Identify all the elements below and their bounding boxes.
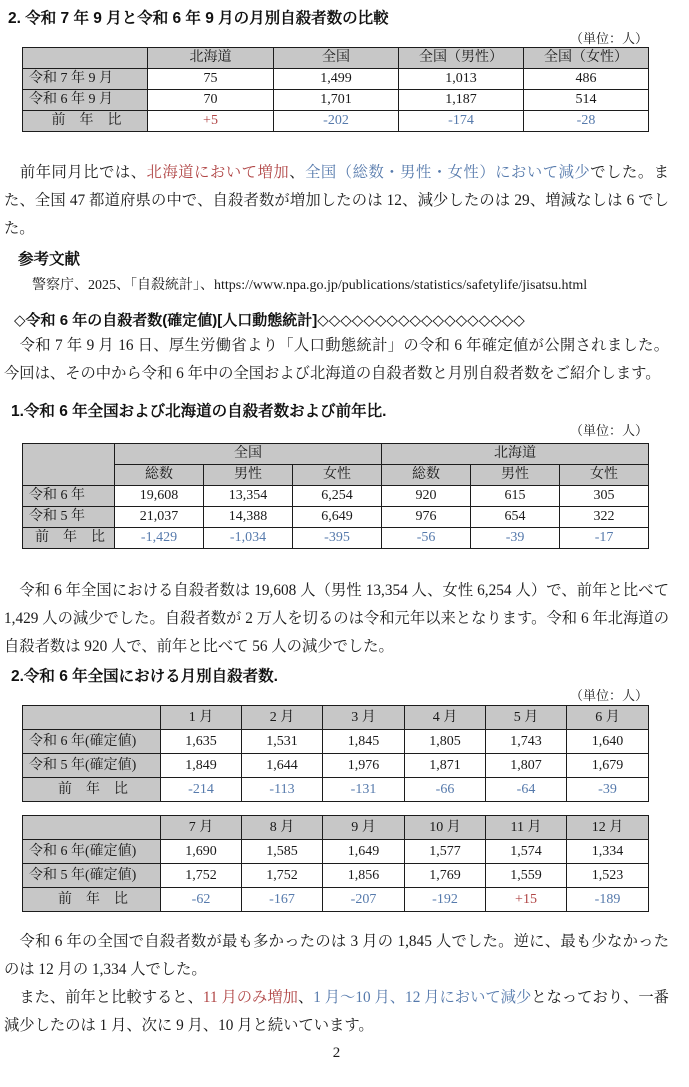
table-row (23, 778, 649, 802)
column-header: 7 月 (161, 816, 242, 840)
data-cell: 6,649 (293, 507, 382, 528)
column-header: 北海道 (148, 48, 274, 69)
column-header: 総数 (115, 465, 204, 486)
comparison-paragraph (4, 159, 669, 243)
header-row (23, 706, 649, 730)
text-segment: 北海道において増加 (146, 164, 290, 181)
data-cell: 1,871 (405, 754, 486, 778)
table-row (23, 486, 649, 507)
data-cell: -395 (293, 528, 382, 549)
column-header: 3 月 (323, 706, 405, 730)
data-cell: 305 (560, 486, 649, 507)
column-header (23, 816, 161, 840)
header-row (23, 816, 649, 840)
text-segment: 全国（総数・男性・女性）において減少 (305, 164, 591, 181)
data-cell: 1,805 (405, 730, 486, 754)
data-cell: -202 (274, 111, 399, 132)
row-label: 前 年 比 (23, 888, 161, 912)
column-header: 全国 (115, 444, 382, 465)
data-cell: -1,429 (115, 528, 204, 549)
data-cell: 1,640 (567, 730, 649, 754)
comparison-table (22, 47, 649, 132)
header-row (23, 48, 649, 69)
column-header: 10 月 (405, 816, 486, 840)
row-label: 令和 5 年 (23, 507, 115, 528)
unit-label: （単位：人） (569, 423, 648, 438)
column-header (23, 706, 161, 730)
data-cell: 1,856 (323, 864, 405, 888)
text-segment: また、前年と比較すると、 (4, 989, 203, 1006)
data-cell: +5 (148, 111, 274, 132)
data-cell: 1,531 (242, 730, 323, 754)
fixed-values-section-heading: ◇令和 6 年の自殺者数(確定値)[人口動態統計]◇◇◇◇◇◇◇◇◇◇◇◇◇◇◇◇◇◇ (14, 312, 525, 329)
column-header: 6 月 (567, 706, 649, 730)
column-header: 12 月 (567, 816, 649, 840)
data-cell: 14,388 (204, 507, 293, 528)
data-cell: 21,037 (115, 507, 204, 528)
data-cell: 1,752 (242, 864, 323, 888)
data-cell: -167 (242, 888, 323, 912)
data-cell: 1,845 (323, 730, 405, 754)
data-cell: -192 (405, 888, 486, 912)
data-cell: 1,701 (274, 90, 399, 111)
data-cell: 1,559 (486, 864, 567, 888)
annual-totals-table (22, 443, 649, 549)
data-cell: 514 (524, 90, 649, 111)
data-cell: 1,644 (242, 754, 323, 778)
column-header: 総数 (382, 465, 471, 486)
data-cell: 13,354 (204, 486, 293, 507)
data-cell: -207 (323, 888, 405, 912)
column-header: 全国（男性） (399, 48, 524, 69)
column-header: 4 月 (405, 706, 486, 730)
data-cell: -39 (471, 528, 560, 549)
data-cell: 1,807 (486, 754, 567, 778)
data-cell: -174 (399, 111, 524, 132)
data-cell: -39 (567, 778, 649, 802)
fixed-values-intro-paragraph: 令和 7 年 9 月 16 日、厚生労働省より「人口動態統計」の令和 6 年確定値が公開されました。今回は、その中から令和 6 年中の全国および北海道の自殺者数と月別自殺者数をご紹介します。 (4, 337, 669, 382)
data-cell: -113 (242, 778, 323, 802)
row-label: 令和 6 年(確定値) (23, 840, 161, 864)
table-row (23, 69, 649, 90)
data-cell: 1,752 (161, 864, 242, 888)
data-cell: 1,635 (161, 730, 242, 754)
data-cell: 1,577 (405, 840, 486, 864)
data-cell: 1,679 (567, 754, 649, 778)
data-cell: -131 (323, 778, 405, 802)
column-header: 北海道 (382, 444, 649, 465)
data-cell: 1,743 (486, 730, 567, 754)
table-row (23, 840, 649, 864)
data-cell: 1,187 (399, 90, 524, 111)
data-cell: 1,649 (323, 840, 405, 864)
table-row (23, 888, 649, 912)
column-header: 1 月 (161, 706, 242, 730)
section1-paragraph: 令和 6 年全国における自殺者数は 19,608 人（男性 13,354 人、女性 6,254 人）で、前年と比べて 1,429 人の減少でした。自殺者数が 2 万人を切るのは令和元年以来となります。令和 6 年北海道の自殺者数は 920 人で、前年と比べて 56 人の減少でした。 (4, 582, 669, 655)
text-segment: 、 (289, 164, 306, 181)
row-label: 令和 5 年(確定値) (23, 864, 161, 888)
data-cell: 70 (148, 90, 274, 111)
text-segment: でした。また、全国 47 都道府県の中で、自殺者数が増加したのは 12、減少したのは 29、増減なしは 6 でした。 (4, 164, 669, 237)
data-cell: -1,034 (204, 528, 293, 549)
data-cell: 976 (382, 507, 471, 528)
text-segment: 1 月～10 月、12 月において減少 (313, 989, 532, 1006)
column-header: 全国（女性） (524, 48, 649, 69)
row-label: 前 年 比 (23, 778, 161, 802)
column-header: 男性 (204, 465, 293, 486)
data-cell: 920 (382, 486, 471, 507)
data-cell: 75 (148, 69, 274, 90)
data-cell: 1,976 (323, 754, 405, 778)
data-cell: 1,574 (486, 840, 567, 864)
table-row (23, 90, 649, 111)
data-cell: -56 (382, 528, 471, 549)
references-heading: 参考文献 (18, 251, 81, 268)
data-cell: 19,608 (115, 486, 204, 507)
table-row (23, 730, 649, 754)
row-label: 令和 7 年 9 月 (23, 69, 148, 90)
data-cell: 6,254 (293, 486, 382, 507)
data-cell: 1,523 (567, 864, 649, 888)
data-cell: -214 (161, 778, 242, 802)
column-header: 全国 (274, 48, 399, 69)
table-row (23, 528, 649, 549)
reference-entry: 警察庁、2025、「自殺統計」、https://www.npa.go.jp/publications/statistics/safetylife/jisatsu.html (32, 278, 588, 293)
section2-paragraph-1: 令和 6 年の全国で自殺者数が最も多かったのは 3 月の 1,845 人でした。逆に、最も少なかったのは 12 月の 1,334 人でした。 (4, 933, 669, 978)
data-cell: 1,585 (242, 840, 323, 864)
header-row (23, 465, 649, 486)
row-label: 前 年 比 (23, 528, 115, 549)
data-cell: 1,849 (161, 754, 242, 778)
text-segment: となっており、一番減少したのは 1 月、次に 9 月、10 月と続いています。 (4, 989, 669, 1034)
row-label: 令和 6 年 (23, 486, 115, 507)
row-label: 令和 6 年(確定値) (23, 730, 161, 754)
column-header: 2 月 (242, 706, 323, 730)
unit-label: （単位：人） (569, 31, 648, 46)
data-cell: -64 (486, 778, 567, 802)
column-header: 男性 (471, 465, 560, 486)
data-cell: 322 (560, 507, 649, 528)
data-cell: -189 (567, 888, 649, 912)
row-label: 令和 6 年 9 月 (23, 90, 148, 111)
data-cell: 486 (524, 69, 649, 90)
data-cell: 1,334 (567, 840, 649, 864)
section1-heading: 1.令和 6 年全国および北海道の自殺者数および前年比. (11, 403, 387, 420)
data-cell: -17 (560, 528, 649, 549)
column-header: 11 月 (486, 816, 567, 840)
text-segment: 前年同月比では、 (4, 164, 147, 181)
header-row (23, 444, 649, 465)
data-cell: 1,690 (161, 840, 242, 864)
text-segment: 、 (297, 989, 314, 1006)
data-cell: 654 (471, 507, 560, 528)
row-label: 前 年 比 (23, 111, 148, 132)
table-row (23, 507, 649, 528)
data-cell: -66 (405, 778, 486, 802)
data-cell: +15 (486, 888, 567, 912)
data-cell: -62 (161, 888, 242, 912)
column-header: 女性 (560, 465, 649, 486)
section2-heading: 2.令和 6 年全国における月別自殺者数. (11, 668, 278, 685)
column-header (23, 48, 148, 69)
page-number: 2 (332, 1045, 341, 1061)
table-row (23, 111, 649, 132)
column-header: 8 月 (242, 816, 323, 840)
monthly-table-jan-jun (22, 705, 649, 802)
table-row (23, 754, 649, 778)
data-cell: 1,769 (405, 864, 486, 888)
section2-paragraph-2 (4, 984, 669, 1040)
column-header: 女性 (293, 465, 382, 486)
table-row (23, 864, 649, 888)
comparison-section-heading: 2. 令和 7 年 9 月と令和 6 年 9 月の月別自殺者数の比較 (8, 10, 389, 27)
data-cell: 615 (471, 486, 560, 507)
monthly-table-jul-dec (22, 815, 649, 912)
column-header: 5 月 (486, 706, 567, 730)
row-label: 令和 5 年(確定値) (23, 754, 161, 778)
column-header: 9 月 (323, 816, 405, 840)
unit-label: （単位：人） (569, 688, 648, 703)
data-cell: 1,013 (399, 69, 524, 90)
data-cell: -28 (524, 111, 649, 132)
data-cell: 1,499 (274, 69, 399, 90)
column-header (23, 444, 115, 486)
text-segment: 11 月のみ増加 (202, 989, 298, 1006)
